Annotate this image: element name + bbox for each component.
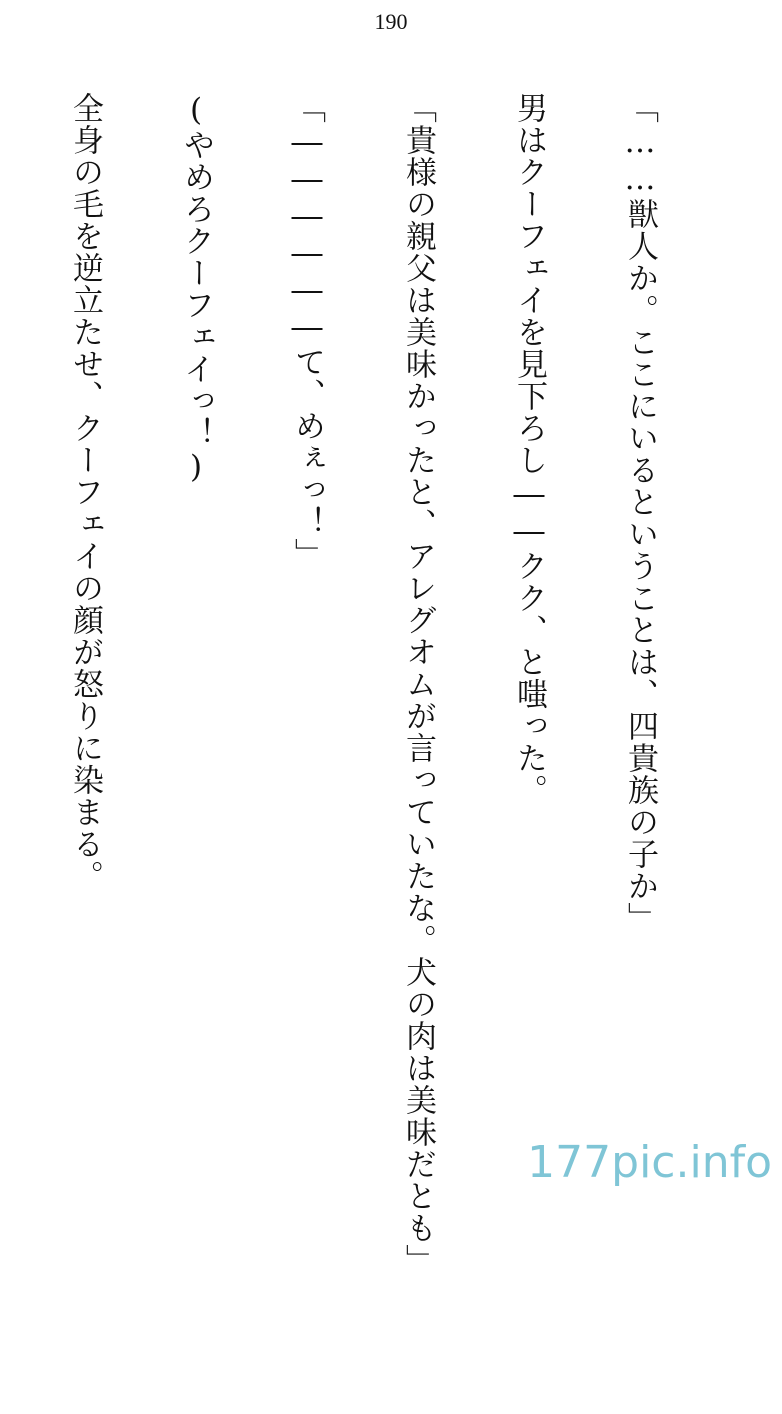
text-line: (やめろクーフェイっ！) [178,92,214,486]
page-number: 190 [374,9,408,34]
text-line: 「――――――て、めぇっ！」 [289,92,325,570]
text-line: 男はクーフェイを見下ろし――クク、と嗤った。 [511,92,547,806]
text-line: 「……獣人か。ここにいるということは、四貴族の子か」 [622,92,658,934]
text-line: 全身の毛を逆立たせ、クーフェイの顔が怒りに染まる。 [67,92,103,892]
vertical-text-body [0,92,732,1276]
text-line: 「貴様の親父は美味かったと、アレグオムが言っていたな。犬の肉は美味だとも」 [400,92,436,1276]
watermark-logo: 177pic.info [527,1137,772,1188]
